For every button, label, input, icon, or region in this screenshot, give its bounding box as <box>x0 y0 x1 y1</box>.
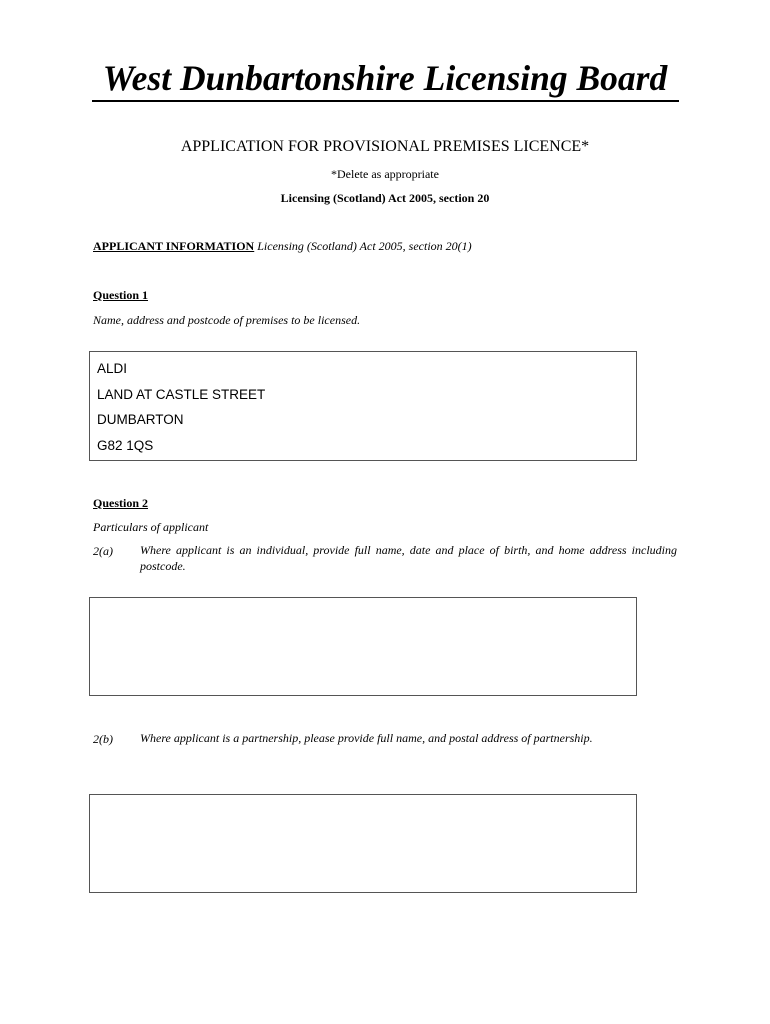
item-2b-answer-box[interactable] <box>89 794 637 893</box>
item-2a-text: Where applicant is an individual, provide full name, date and place of birth, and home address including postcode. <box>140 543 677 573</box>
answer-line-postcode: G82 1QS <box>97 438 154 453</box>
item-2b-text: Where applicant is a partnership, please provide full name, and postal address of partnership. <box>140 731 593 745</box>
question-1-heading: Question 1 <box>93 288 149 302</box>
applicant-information-reference: Licensing (Scotland) Act 2005, section 20(1) <box>257 239 472 253</box>
item-2a-answer-box[interactable] <box>89 597 637 696</box>
question-2-prompt: Particulars of applicant <box>93 520 209 534</box>
board-title: West Dunbartonshire Licensing Board <box>102 58 668 98</box>
item-2a-number: 2(a) <box>93 544 113 558</box>
question-1-prompt: Name, address and postcode of premises to be licensed. <box>93 313 361 327</box>
question-1-answer-box[interactable] <box>89 351 637 461</box>
answer-line-name: ALDI <box>97 361 128 376</box>
title-underline <box>92 100 679 102</box>
item-2b-number: 2(b) <box>93 732 113 746</box>
question-2-heading: Question 2 <box>93 496 149 510</box>
delete-note: *Delete as appropriate <box>331 167 439 181</box>
applicant-information-heading: APPLICANT INFORMATION <box>93 239 255 253</box>
act-reference: Licensing (Scotland) Act 2005, section 20 <box>280 191 490 205</box>
answer-line-town: DUMBARTON <box>97 412 184 427</box>
form-title: APPLICATION FOR PROVISIONAL PREMISES LICENCE* <box>180 138 590 155</box>
answer-line-address: LAND AT CASTLE STREET <box>97 387 266 402</box>
applicant-information-line <box>93 238 472 254</box>
